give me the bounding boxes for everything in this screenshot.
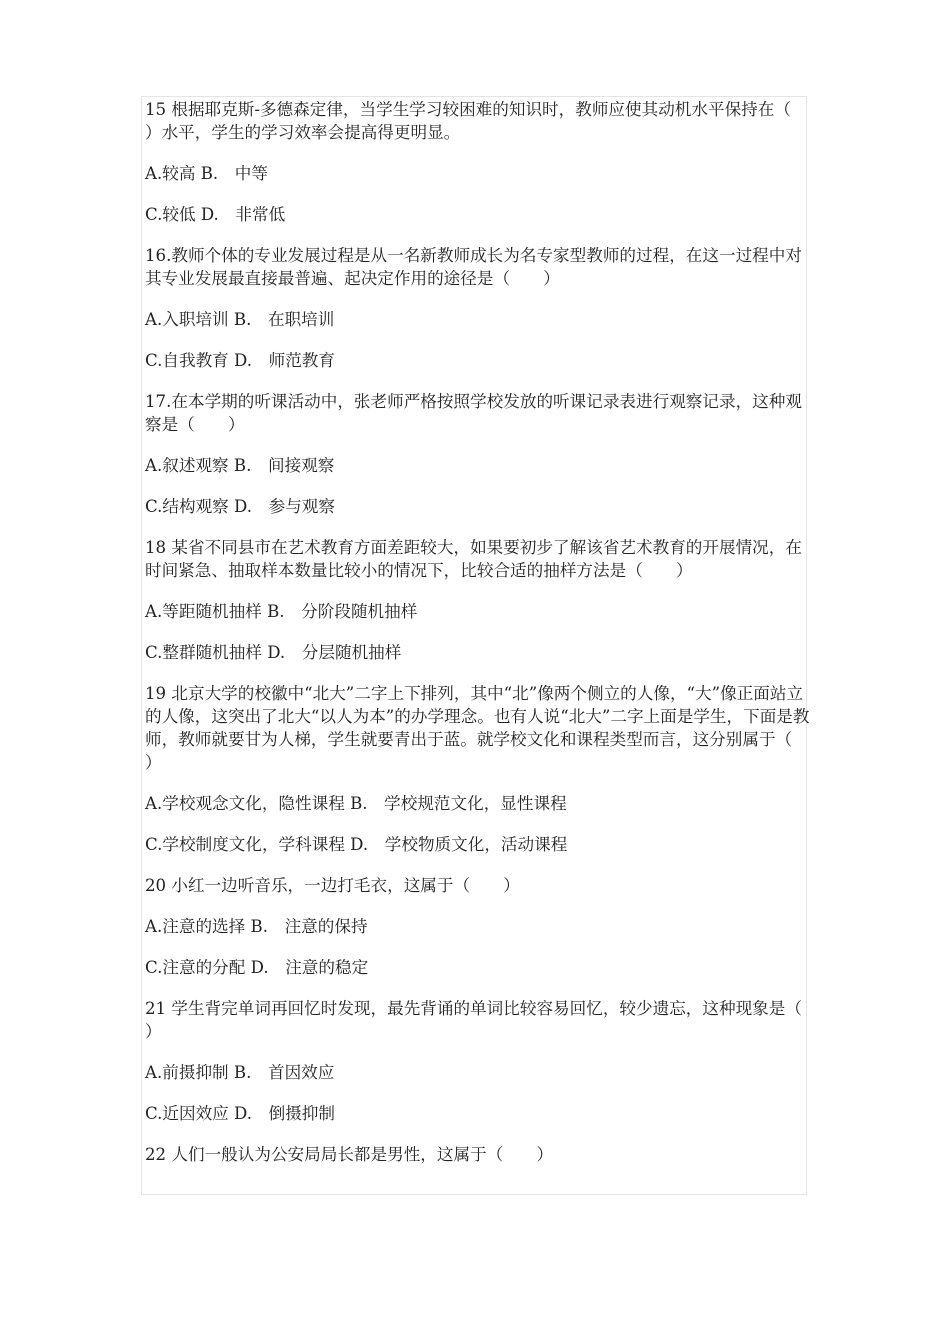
question-options-ab: A.注意的选择 B. 注意的保持 — [145, 917, 368, 936]
question-options-cd: C.整群随机抽样 D. 分层随机抽样 — [145, 643, 402, 662]
question-stem: 15 根据耶克斯-多德森定律，当学生学习较困难的知识时，教师应使其动机水平保持在（ ）水平，学生的学习效率会提高得更明显。 — [145, 100, 825, 142]
question-options-cd: C.近因效应 D. 倒摄抑制 — [145, 1104, 335, 1123]
question-options-ab: A.学校观念文化，隐性课程 B. 学校规范文化，显性课程 — [145, 794, 567, 813]
question-stem: 21 学生背完单词再回忆时发现，最先背诵的单词比较容易回忆，较少遗忘，这种现象是（ ） — [145, 999, 836, 1041]
question-stem: 22 人们一般认为公安局局长都是男性，这属于（ ） — [145, 1145, 554, 1164]
question-stem: 17.在本学期的听课活动中，张老师严格按照学校发放的听课记录表进行观察记录，这种观察是（ ） — [145, 392, 802, 434]
question-options-cd: C.学校制度文化，学科课程 D. 学校物质文化，活动课程 — [145, 835, 568, 854]
question-17 — [145, 390, 817, 518]
question-21 — [145, 997, 836, 1125]
question-options-ab: A.较高 B. 中等 — [145, 164, 268, 183]
question-options-ab: A.入职培训 B. 在职培训 — [145, 310, 335, 329]
question-options-cd: C.结构观察 D. 参与观察 — [145, 497, 335, 516]
question-options-ab: A.前摄抑制 B. 首因效应 — [145, 1063, 335, 1082]
question-stem: 19 北京大学的校徽中“北大”二字上下排列，其中“北”像两个侧立的人像，“大”像正面站立的人像，这突出了北大“以人为本”的办学理念。也有人说“北大”二字上面是学生，下面是教师，教师就要甘为人梯，学生就要青出于蓝。就学校文化和课程类型而言，这分别属于（ ） — [145, 684, 826, 772]
document-body — [145, 98, 836, 1184]
question-22 — [145, 1143, 817, 1166]
question-15 — [145, 98, 825, 226]
question-options-ab: A.叙述观察 B. 间接观察 — [145, 456, 335, 475]
question-stem: 18 某省不同县市在艺术教育方面差距较大，如果要初步了解该省艺术教育的开展情况，在时间紧急、抽取样本数量比较小的情况下，比较合适的抽样方法是（ ） — [145, 538, 802, 580]
question-18 — [145, 536, 817, 664]
question-20 — [145, 874, 817, 979]
question-options-ab: A.等距随机抽样 B. 分阶段随机抽样 — [145, 602, 418, 621]
question-stem: 20 小红一边听音乐，一边打毛衣，这属于（ ） — [145, 876, 520, 895]
question-options-cd: C.较低 D. 非常低 — [145, 205, 286, 224]
question-16 — [145, 244, 817, 372]
question-stem: 16.教师个体的专业发展过程是从一名新教师成长为名专家型教师的过程，在这一过程中对其专业发展最直接最普遍、起决定作用的途径是（ ） — [145, 246, 802, 288]
question-19 — [145, 682, 826, 856]
question-options-cd: C.注意的分配 D. 注意的稳定 — [145, 958, 369, 977]
question-options-cd: C.自我教育 D. 师范教育 — [145, 351, 335, 370]
